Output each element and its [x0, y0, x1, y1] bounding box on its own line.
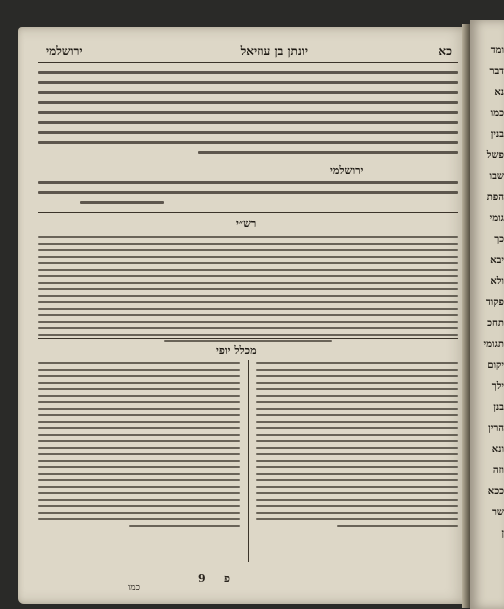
- text-line: [38, 401, 240, 403]
- text-line: [38, 427, 240, 429]
- text-line: [38, 131, 458, 134]
- text-line: [38, 181, 458, 184]
- text-line: [38, 91, 458, 94]
- right-page-fragment: הרין: [488, 423, 504, 434]
- right-page-fragment: שבו: [489, 171, 504, 182]
- text-line: [256, 512, 458, 514]
- text-line: [80, 201, 164, 204]
- targum-text-block: [38, 71, 458, 161]
- text-line: [38, 434, 240, 436]
- rashi-label: רש״י: [236, 217, 257, 230]
- text-line: [38, 505, 240, 507]
- text-line: [38, 408, 240, 410]
- right-page-fragment: ילך: [491, 381, 504, 392]
- text-line: [256, 466, 458, 468]
- section-rule: [38, 212, 458, 213]
- header-rule: [38, 62, 458, 63]
- right-page-fragment: כך: [494, 234, 504, 245]
- text-line: [38, 101, 458, 104]
- running-head: [38, 44, 458, 60]
- text-line: [38, 111, 458, 114]
- text-line: [38, 460, 240, 462]
- text-line: [256, 414, 458, 416]
- text-line: [256, 421, 458, 423]
- right-page-fragment: נא: [494, 87, 504, 98]
- text-line: [38, 249, 458, 251]
- yerushalmi-label: ירושלמי: [330, 164, 364, 177]
- text-line: [38, 301, 458, 303]
- right-page-fragment: דבר: [489, 66, 504, 77]
- text-line: [198, 151, 458, 154]
- commentary-left-column: [38, 362, 240, 531]
- text-line: [256, 427, 458, 429]
- text-line: [38, 262, 458, 264]
- text-line: [256, 401, 458, 403]
- text-line: [38, 512, 240, 514]
- text-line: [38, 499, 240, 501]
- text-line: [38, 314, 458, 316]
- text-line: [38, 71, 458, 74]
- text-line: [256, 492, 458, 494]
- right-page-fragment: ן: [501, 528, 504, 539]
- text-line: [38, 121, 458, 124]
- right-page-fragment: יבא: [490, 255, 504, 266]
- right-page-fragment: גומי: [489, 213, 504, 224]
- mikhlal-yofi-label: מכלל יופי: [216, 344, 257, 357]
- text-line: [38, 369, 240, 371]
- text-line: [38, 382, 240, 384]
- text-line: [38, 466, 240, 468]
- text-line: [256, 447, 458, 449]
- text-line: [38, 447, 240, 449]
- right-page-fragment: ככא: [487, 486, 504, 497]
- text-line: [38, 486, 240, 488]
- folio-number: כא: [438, 44, 452, 58]
- right-page-fragment: תחכ: [487, 318, 504, 329]
- right-page-fragment: בנין: [490, 129, 504, 140]
- text-line: [256, 505, 458, 507]
- text-line: [38, 473, 240, 475]
- right-page-fragment: יקום: [487, 360, 504, 371]
- text-line: [38, 256, 458, 258]
- text-line: [38, 275, 458, 277]
- page-number: 9: [198, 572, 206, 585]
- text-line: [38, 327, 458, 329]
- text-line: [38, 141, 458, 144]
- text-line: [38, 334, 458, 336]
- right-page-fragment: הפת: [486, 192, 504, 203]
- signature-mark: פ: [224, 572, 230, 585]
- text-line: [38, 288, 458, 290]
- text-line: [256, 479, 458, 481]
- right-page-fragment: פשל: [486, 150, 504, 161]
- text-line: [38, 81, 458, 84]
- text-line: [256, 395, 458, 397]
- right-page-fragment: וזה: [492, 465, 504, 476]
- text-line: [38, 395, 240, 397]
- text-line: [256, 473, 458, 475]
- text-line: [256, 440, 458, 442]
- text-line: [38, 492, 240, 494]
- text-line: [38, 362, 240, 364]
- text-line: [256, 408, 458, 410]
- text-line: [337, 525, 458, 527]
- text-line: [38, 269, 458, 271]
- yerushalmi-text-block: [38, 181, 458, 211]
- running-title-yerushalmi: ירושלמי: [46, 44, 83, 58]
- column-divider: [248, 360, 249, 562]
- text-line: [38, 321, 458, 323]
- text-line: [256, 382, 458, 384]
- text-line: [256, 369, 458, 371]
- right-page-fragment: שר: [492, 507, 504, 518]
- commentary-right-column: [256, 362, 458, 531]
- running-title: יונתן בן עוזיאל: [240, 44, 308, 58]
- right-page-margin-text: [470, 40, 504, 544]
- text-line: [38, 295, 458, 297]
- text-line: [38, 388, 240, 390]
- text-line: [38, 236, 458, 238]
- catchword: כמו: [128, 583, 141, 593]
- text-line: [38, 453, 240, 455]
- text-line: [38, 282, 458, 284]
- text-line: [38, 375, 240, 377]
- right-page-fragment: ומד: [490, 45, 504, 56]
- text-line: [38, 479, 240, 481]
- text-line: [256, 499, 458, 501]
- text-line: [38, 421, 240, 423]
- right-page-fragment: פקוד: [485, 297, 504, 308]
- text-line: [256, 486, 458, 488]
- text-line: [164, 340, 332, 342]
- right-page-fragment: תגומי: [483, 339, 504, 350]
- text-line: [256, 460, 458, 462]
- text-line: [256, 434, 458, 436]
- text-line: [38, 518, 240, 520]
- text-line: [256, 518, 458, 520]
- right-page-fragment: כמו: [490, 108, 504, 119]
- right-page-fragment: ונא: [491, 444, 504, 455]
- text-line: [256, 388, 458, 390]
- section-rule: [38, 338, 458, 339]
- right-page-fragment: ולא: [490, 276, 504, 287]
- text-line: [256, 453, 458, 455]
- text-line: [38, 243, 458, 245]
- text-line: [38, 440, 240, 442]
- text-line: [38, 191, 458, 194]
- text-line: [256, 375, 458, 377]
- text-line: [129, 525, 240, 527]
- rashi-text-block: [38, 236, 458, 347]
- text-line: [256, 362, 458, 364]
- text-line: [38, 308, 458, 310]
- right-page-fragment: בנן: [493, 402, 504, 413]
- text-line: [38, 414, 240, 416]
